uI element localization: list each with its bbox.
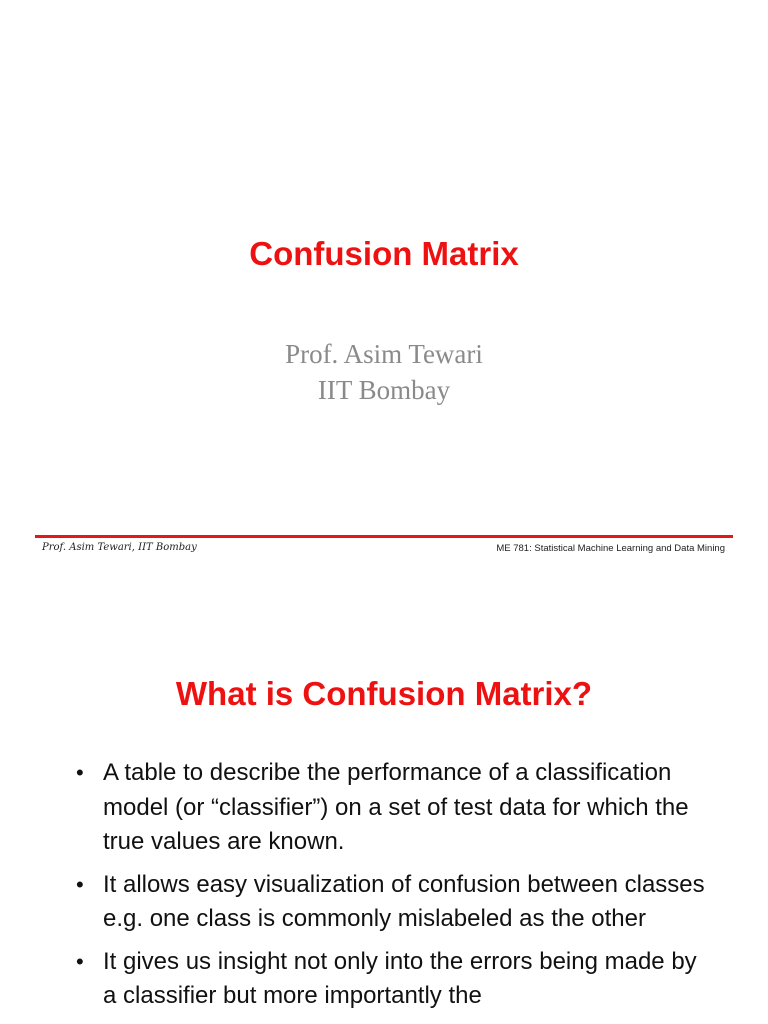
bullet-text: It allows easy visualization of confusion between classes e.g. one class is commonly mislabeled as the other (103, 870, 705, 932)
slide-title: What is Confusion Matrix? (175, 675, 593, 712)
institution-name: IIT Bombay (317, 375, 451, 405)
bullet-text: It gives us insight not only into the errors being made by a classifier but more importantly the (103, 947, 697, 1009)
footer-course: ME 781: Statistical Machine Learning and Data Mining (496, 543, 725, 554)
author-name: Prof. Asim Tewari (285, 339, 483, 369)
bullet-icon: • (76, 948, 84, 974)
bullet-item (74, 868, 714, 937)
footer-author: Prof. Asim Tewari, IIT Bombay (42, 542, 197, 553)
bullet-icon: • (76, 760, 84, 785)
bullet-icon: • (76, 871, 84, 897)
bullet-item (74, 945, 714, 1014)
footer-divider (35, 535, 733, 538)
slide-title: Confusion Matrix (249, 235, 519, 272)
bullet-text: A table to describe the performance of a classification model (or “classifier”) on a set of test data for which the true values are known. (103, 759, 689, 855)
bullet-item (74, 756, 714, 860)
bullet-list (74, 756, 714, 1022)
content-slide (0, 565, 768, 1024)
